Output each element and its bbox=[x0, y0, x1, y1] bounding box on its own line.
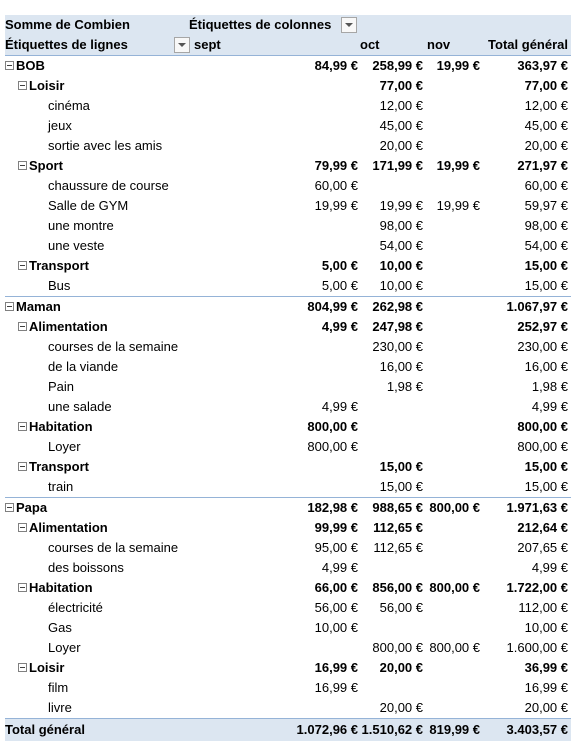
pivot-item-row bbox=[5, 96, 571, 116]
pivot-header-row-2 bbox=[5, 35, 571, 56]
collapse-toggle-icon[interactable] bbox=[18, 663, 27, 672]
value-cell-total: 1.971,63 € bbox=[506, 500, 568, 515]
pivot-subgroup-row bbox=[5, 76, 571, 96]
row-label bbox=[5, 116, 223, 136]
pivot-subgroup-row bbox=[5, 317, 571, 337]
row-label-text: film bbox=[48, 680, 69, 695]
value-cell-oct: 988,65 € bbox=[372, 500, 423, 515]
value-cell-total: 60,00 € bbox=[524, 178, 568, 193]
value-cell-total: 16,00 € bbox=[524, 359, 568, 374]
row-label bbox=[5, 357, 223, 377]
row-label-text: courses de la semaine bbox=[48, 339, 179, 354]
value-cell-sept: 16,99 € bbox=[314, 680, 358, 695]
value-cell-sept: 182,98 € bbox=[307, 500, 358, 515]
collapse-toggle-icon[interactable] bbox=[18, 161, 27, 170]
grand-total-nov: 819,99 € bbox=[429, 722, 480, 737]
collapse-toggle-icon[interactable] bbox=[18, 422, 27, 431]
row-label-text: Salle de GYM bbox=[48, 198, 129, 213]
value-cell-total: 45,00 € bbox=[524, 118, 568, 133]
collapse-toggle-icon[interactable] bbox=[5, 503, 14, 512]
collapse-toggle-icon[interactable] bbox=[5, 61, 14, 70]
row-label bbox=[5, 578, 193, 598]
pivot-subgroup-row bbox=[5, 518, 571, 538]
collapse-toggle-icon[interactable] bbox=[18, 322, 27, 331]
value-cell-sept: 84,99 € bbox=[314, 58, 358, 73]
pivot-subgroup-row bbox=[5, 417, 571, 437]
row-label-text: sortie avec les amis bbox=[48, 138, 163, 153]
row-filter-dropdown-icon[interactable] bbox=[174, 37, 190, 53]
pivot-subgroup-row bbox=[5, 578, 571, 598]
value-cell-oct: 45,00 € bbox=[379, 118, 423, 133]
value-cell-oct: 15,00 € bbox=[379, 479, 423, 494]
value-cell-total: 800,00 € bbox=[517, 419, 568, 434]
value-cell-sept: 4,99 € bbox=[321, 399, 358, 414]
value-cell-total: 207,65 € bbox=[517, 540, 568, 555]
pivot-item-row bbox=[5, 638, 571, 658]
value-cell-total: 20,00 € bbox=[524, 138, 568, 153]
value-cell-total: 15,00 € bbox=[524, 258, 568, 273]
value-cell-total: 10,00 € bbox=[524, 620, 568, 635]
row-label-text: Habitation bbox=[29, 419, 93, 434]
value-cell-oct: 19,99 € bbox=[379, 198, 423, 213]
value-cell-total: 212,64 € bbox=[517, 520, 568, 535]
value-cell-sept: 804,99 € bbox=[307, 299, 358, 314]
grand-total-value: 3.403,57 € bbox=[506, 722, 568, 737]
row-label-text: Alimentation bbox=[29, 520, 108, 535]
pivot-item-row bbox=[5, 196, 571, 216]
value-cell-total: 77,00 € bbox=[524, 78, 568, 93]
row-label bbox=[5, 76, 193, 96]
row-label bbox=[5, 317, 193, 337]
collapse-toggle-icon[interactable] bbox=[18, 462, 27, 471]
row-label-text: une veste bbox=[48, 238, 105, 253]
value-cell-oct: 112,65 € bbox=[373, 540, 423, 555]
value-cell-sept: 99,99 € bbox=[314, 520, 358, 535]
row-label-text: jeux bbox=[48, 118, 72, 133]
value-cell-oct: 77,00 € bbox=[379, 78, 423, 93]
value-cell-total: 363,97 € bbox=[517, 58, 568, 73]
value-cell-nov: 19,99 € bbox=[436, 198, 480, 213]
value-cell-nov: 800,00 € bbox=[429, 580, 480, 595]
pivot-item-row bbox=[5, 618, 571, 638]
row-label bbox=[5, 638, 223, 658]
pivot-item-row bbox=[5, 397, 571, 417]
row-label-text: Maman bbox=[16, 299, 61, 314]
value-cell-sept: 4,99 € bbox=[321, 560, 358, 575]
value-cell-oct: 54,00 € bbox=[379, 238, 423, 253]
pivot-item-row bbox=[5, 116, 571, 136]
month-header-oct: oct bbox=[360, 37, 380, 52]
value-cell-sept: 19,99 € bbox=[314, 198, 358, 213]
value-cell-total: 54,00 € bbox=[524, 238, 568, 253]
collapse-toggle-icon[interactable] bbox=[18, 583, 27, 592]
value-cell-oct: 16,00 € bbox=[379, 359, 423, 374]
value-cell-oct: 12,00 € bbox=[379, 98, 423, 113]
value-cell-oct: 258,99 € bbox=[372, 58, 423, 73]
row-label bbox=[5, 256, 193, 276]
value-cell-sept: 60,00 € bbox=[314, 178, 358, 193]
row-label-text: Transport bbox=[29, 258, 89, 273]
column-filter-dropdown-icon[interactable] bbox=[341, 17, 357, 33]
value-cell-sept: 56,00 € bbox=[314, 600, 358, 615]
value-cell-total: 271,97 € bbox=[517, 158, 568, 173]
column-labels-header: Étiquettes de colonnes bbox=[189, 17, 332, 32]
row-label bbox=[5, 96, 223, 116]
row-label-text: chaussure de course bbox=[48, 178, 169, 193]
row-label-text: livre bbox=[48, 700, 72, 715]
pivot-item-row bbox=[5, 598, 571, 618]
value-cell-nov: 800,00 € bbox=[429, 500, 480, 515]
pivot-item-row bbox=[5, 276, 571, 296]
row-label bbox=[5, 216, 223, 236]
value-cell-oct: 247,98 € bbox=[372, 319, 423, 334]
row-label-text: Loisir bbox=[29, 78, 65, 93]
row-label bbox=[5, 156, 193, 176]
value-cell-sept: 95,00 € bbox=[314, 540, 358, 555]
value-cell-oct: 10,00 € bbox=[379, 258, 423, 273]
value-cell-total: 1.722,00 € bbox=[506, 580, 568, 595]
value-cell-total: 20,00 € bbox=[524, 700, 568, 715]
pivot-item-row bbox=[5, 337, 571, 357]
value-cell-total: 15,00 € bbox=[524, 278, 568, 293]
value-cell-sept: 5,00 € bbox=[321, 278, 358, 293]
value-cell-oct: 230,00 € bbox=[372, 339, 423, 354]
row-label bbox=[5, 518, 193, 538]
value-cell-sept: 16,99 € bbox=[314, 660, 358, 675]
grand-total-sept: 1.072,96 € bbox=[296, 722, 358, 737]
row-label-text: courses de la semaine bbox=[48, 540, 179, 555]
value-cell-sept: 79,99 € bbox=[314, 158, 358, 173]
value-cell-oct: 262,98 € bbox=[372, 299, 423, 314]
row-label bbox=[5, 236, 223, 256]
row-label bbox=[5, 457, 193, 477]
grand-total-label: Total général bbox=[5, 722, 85, 737]
value-cell-sept: 5,00 € bbox=[321, 258, 358, 273]
value-cell-total: 800,00 € bbox=[517, 439, 568, 454]
row-label-text: Alimentation bbox=[29, 319, 108, 334]
value-cell-total: 16,99 € bbox=[524, 680, 568, 695]
pivot-item-row bbox=[5, 236, 571, 256]
value-cell-oct: 56,00 € bbox=[379, 600, 423, 615]
row-label bbox=[5, 56, 180, 76]
value-cell-total: 1,98 € bbox=[531, 379, 568, 394]
value-cell-oct: 15,00 € bbox=[379, 459, 423, 474]
value-cell-total: 4,99 € bbox=[531, 399, 568, 414]
value-cell-total: 98,00 € bbox=[524, 218, 568, 233]
value-cell-sept: 800,00 € bbox=[307, 419, 358, 434]
row-label-text: cinéma bbox=[48, 98, 90, 113]
pivot-item-row bbox=[5, 558, 571, 578]
value-cell-total: 230,00 € bbox=[517, 339, 568, 354]
value-cell-oct: 20,00 € bbox=[379, 138, 423, 153]
pivot-item-row bbox=[5, 698, 571, 718]
row-label-text: Habitation bbox=[29, 580, 93, 595]
value-cell-total: 36,99 € bbox=[524, 660, 568, 675]
row-label bbox=[5, 498, 180, 518]
pivot-subgroup-row bbox=[5, 658, 571, 678]
pivot-item-row bbox=[5, 357, 571, 377]
row-label bbox=[5, 698, 223, 718]
pivot-table bbox=[5, 15, 571, 741]
row-label-text: de la viande bbox=[48, 359, 119, 374]
row-label bbox=[5, 658, 193, 678]
value-cell-oct: 20,00 € bbox=[379, 660, 423, 675]
pivot-item-row bbox=[5, 538, 571, 558]
row-label-text: une montre bbox=[48, 218, 114, 233]
value-cell-nov: 800,00 € bbox=[429, 640, 480, 655]
row-label-text: Pain bbox=[48, 379, 75, 394]
value-cell-total: 12,00 € bbox=[524, 98, 568, 113]
collapse-toggle-icon[interactable] bbox=[18, 523, 27, 532]
value-cell-total: 15,00 € bbox=[524, 479, 568, 494]
collapse-toggle-icon[interactable] bbox=[18, 81, 27, 90]
value-cell-nov: 19,99 € bbox=[436, 58, 480, 73]
value-cell-total: 1.067,97 € bbox=[506, 299, 568, 314]
pivot-item-row bbox=[5, 136, 571, 156]
row-label-text: Papa bbox=[16, 500, 48, 515]
row-label-text: BOB bbox=[16, 58, 45, 73]
row-label-text: Bus bbox=[48, 278, 71, 293]
value-cell-sept: 800,00 € bbox=[307, 439, 358, 454]
row-label-text: Loisir bbox=[29, 660, 65, 675]
row-label-text: Sport bbox=[29, 158, 63, 173]
value-cell-total: 4,99 € bbox=[531, 560, 568, 575]
value-cell-sept: 4,99 € bbox=[321, 319, 358, 334]
row-label-text: une salade bbox=[48, 399, 112, 414]
value-cell-total: 59,97 € bbox=[524, 198, 568, 213]
value-cell-oct: 10,00 € bbox=[379, 278, 423, 293]
row-label-text: des boissons bbox=[48, 560, 124, 575]
value-cell-sept: 66,00 € bbox=[314, 580, 358, 595]
pivot-group-row bbox=[5, 56, 571, 76]
row-labels-header: Étiquettes de lignes bbox=[5, 37, 128, 52]
pivot-item-row bbox=[5, 377, 571, 397]
month-header-sept: sept bbox=[194, 37, 221, 52]
grand-total-oct: 1.510,62 € bbox=[361, 722, 423, 737]
pivot-item-row bbox=[5, 216, 571, 236]
pivot-group-row bbox=[5, 497, 571, 518]
row-label-text: train bbox=[48, 479, 74, 494]
pivot-subgroup-row bbox=[5, 156, 571, 176]
value-cell-oct: 112,65 € bbox=[373, 520, 423, 535]
pivot-item-row bbox=[5, 477, 571, 497]
pivot-subgroup-row bbox=[5, 457, 571, 477]
row-label bbox=[5, 337, 223, 357]
pivot-header-row-1 bbox=[5, 15, 571, 35]
value-cell-sept: 10,00 € bbox=[314, 620, 358, 635]
row-label bbox=[5, 136, 223, 156]
value-cell-total: 15,00 € bbox=[524, 459, 568, 474]
month-header-nov: nov bbox=[427, 37, 451, 52]
collapse-toggle-icon[interactable] bbox=[18, 261, 27, 270]
value-cell-oct: 800,00 € bbox=[372, 640, 423, 655]
value-cell-nov: 19,99 € bbox=[436, 158, 480, 173]
row-label-text: Gas bbox=[48, 620, 72, 635]
pivot-group-row bbox=[5, 296, 571, 317]
value-cell-oct: 171,99 € bbox=[372, 158, 423, 173]
value-cell-oct: 856,00 € bbox=[372, 580, 423, 595]
pivot-item-row bbox=[5, 678, 571, 698]
row-label-text: Loyer bbox=[48, 439, 81, 454]
row-label bbox=[5, 377, 223, 397]
row-label bbox=[5, 297, 180, 317]
value-cell-oct: 1,98 € bbox=[386, 379, 423, 394]
value-field-label: Somme de Combien bbox=[5, 17, 130, 32]
value-cell-total: 1.600,00 € bbox=[506, 640, 568, 655]
row-label-text: Transport bbox=[29, 459, 89, 474]
row-label-text: Loyer bbox=[48, 640, 81, 655]
value-cell-total: 112,00 € bbox=[518, 600, 568, 615]
value-cell-total: 252,97 € bbox=[517, 319, 568, 334]
collapse-toggle-icon[interactable] bbox=[5, 302, 14, 311]
grand-total-header: Total général bbox=[488, 37, 568, 52]
row-label bbox=[5, 477, 223, 497]
pivot-item-row bbox=[5, 437, 571, 457]
row-label bbox=[5, 417, 193, 437]
row-label-text: électricité bbox=[48, 600, 103, 615]
value-cell-oct: 98,00 € bbox=[379, 218, 423, 233]
value-cell-oct: 20,00 € bbox=[379, 700, 423, 715]
pivot-subgroup-row bbox=[5, 256, 571, 276]
pivot-item-row bbox=[5, 176, 571, 196]
